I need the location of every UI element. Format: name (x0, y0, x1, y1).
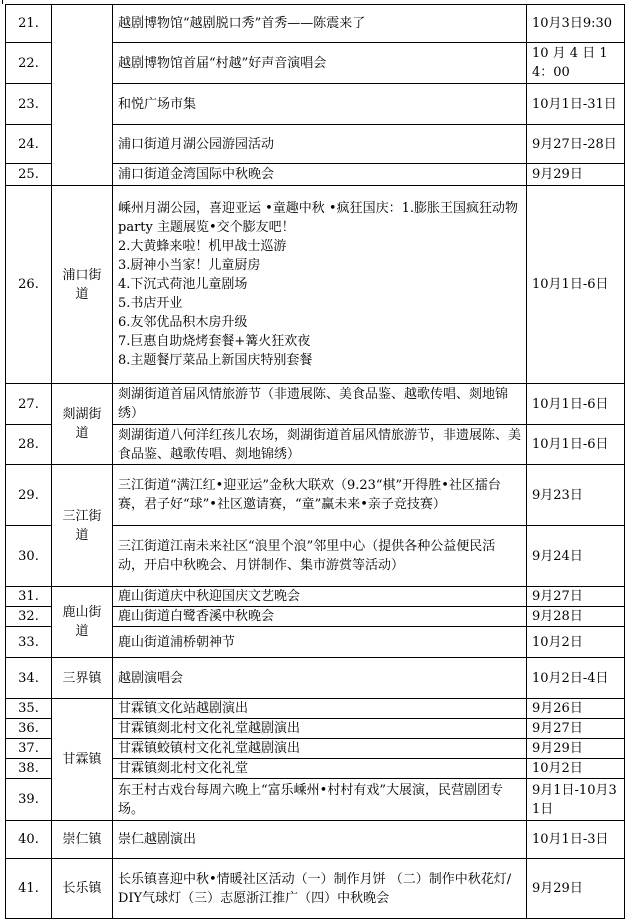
location-cell: 甘霖镇 (52, 699, 113, 821)
location-cell: 三江街道 (52, 465, 113, 587)
row-number: 27. (6, 384, 52, 425)
location-cell: 崇仁镇 (52, 821, 113, 859)
event-cell (113, 587, 527, 607)
event-text: 越剧演唱会 (118, 670, 184, 686)
date-cell: 9月24日 (527, 526, 625, 587)
event-cell (113, 84, 527, 125)
event-text: 3.厨神小当家！儿童厨房 (118, 258, 261, 273)
date-cell: 9月29日 (527, 164, 625, 186)
events-table (5, 4, 625, 919)
event-text: 东王村古戏台每周六晚上“富乐嵊州•村村有戏”大展演，民营剧团专场。 (118, 782, 503, 817)
event-text: 5.书店开业 (118, 296, 183, 311)
event-text: 越剧博物馆“越剧脱口秀”首秀——陈震来了 (118, 16, 366, 31)
date-cell: 9月29日 (527, 859, 625, 919)
location-cell (52, 5, 113, 186)
event-text: 甘霖镇文化站越剧演出 (118, 701, 249, 716)
row-number: 29. (6, 465, 52, 526)
event-text: 甘霖镇蛟镇村文化礼堂越剧演出 (118, 741, 301, 756)
date-cell: 10月1日-6日 (527, 384, 625, 425)
event-text: 鹿山街道白鹭香溪中秋晚会 (118, 609, 275, 624)
event-cell (113, 658, 527, 699)
event-text: 嵊州月湖公园，喜迎亚运 •童趣中秋 •疯狂国庆：1.膨胀王国疯狂动物party 主题展览•交个膨友吧！ (118, 201, 519, 235)
location-cell: 长乐镇 (52, 859, 113, 919)
event-text: 三江街道“满江红•迎亚运”金秋大联欢（9.23“棋”开得胜•社区擂台赛，君子好“球”•社区邀请赛，“童”赢未来•亲子竞技赛） (118, 478, 501, 512)
event-text: 长乐镇喜迎中秋•情暖社区活动（一）制作月饼 （二）制作中秋花灯/DIY气球灯（三）志愿浙江推广（四）中秋晚会 (118, 871, 512, 906)
date-cell: 10月2日 (527, 627, 625, 658)
event-text: 和悦广场市集 (118, 96, 197, 112)
date-cell: 10月1日-3日 (527, 821, 625, 859)
event-text: 鹿山街道浦桥朝神节 (118, 634, 236, 650)
event-text: 4.下沉式荷池儿童剧场 (118, 277, 248, 292)
event-cell (113, 125, 527, 164)
date-cell: 9月1日-10月31日 (527, 779, 625, 821)
event-text: 甘霖镇剡北村文化礼堂 (118, 761, 249, 776)
event-text: 剡湖街道首届风情旅游节（非遗展陈、美食品鉴、越歌传唱、剡地锦绣） (118, 387, 509, 421)
event-cell (113, 699, 527, 719)
row-number: 31. (6, 587, 52, 607)
row-number: 32. (6, 607, 52, 627)
row-number: 34. (6, 658, 52, 699)
table-row (6, 658, 625, 699)
event-text: 三江街道江南未来社区“浪里个浪”邻里中心（提供各种公益便民活动，开启中秋晚会、月饼制作、集市游赏等活动） (118, 539, 496, 573)
event-cell (113, 384, 527, 425)
location-cell: 浦口街道 (52, 186, 113, 384)
event-cell (113, 465, 527, 526)
event-text: 6.友邻优品积木房升级 (118, 315, 248, 330)
row-number: 24. (6, 125, 52, 164)
table-row (6, 186, 625, 384)
event-text: 浦口街道金湾国际中秋晚会 (118, 167, 275, 182)
event-cell (113, 779, 527, 821)
event-text: 剡湖街道八何洋红孩儿农场，剡湖街道首届风情旅游节，非遗展陈、美食品鉴、越歌传唱、剡地锦绣） (118, 427, 522, 462)
date-cell: 10月1日-31日 (527, 84, 625, 125)
table-row (6, 699, 625, 719)
event-text: 2.大黄蜂来啦！机甲战士巡游 (118, 239, 287, 254)
table-row (6, 384, 625, 425)
location-cell: 鹿山街道 (52, 587, 113, 658)
row-number: 33. (6, 627, 52, 658)
event-cell (113, 821, 527, 859)
row-number: 40. (6, 821, 52, 859)
date-cell: 10月1日-6日 (527, 425, 625, 465)
event-cell (113, 607, 527, 627)
event-text: 7.巨惠自助烧烤套餐+篝火狂欢夜 (118, 334, 311, 349)
row-number: 41. (6, 859, 52, 919)
event-text: 浦口街道月湖公园游园活动 (118, 136, 275, 152)
event-cell (113, 5, 527, 43)
events-table-body (6, 5, 625, 919)
date-cell: 9月27日 (527, 719, 625, 739)
row-number: 25. (6, 164, 52, 186)
date-cell: 9月29日 (527, 739, 625, 759)
row-number: 37. (6, 739, 52, 759)
table-row (6, 821, 625, 859)
event-cell (113, 859, 527, 919)
date-cell: 9月28日 (527, 607, 625, 627)
table-row (6, 587, 625, 607)
event-cell (113, 719, 527, 739)
event-text: 鹿山街道庆中秋迎国庆文艺晚会 (118, 589, 301, 604)
date-cell: 10月3日9:30 (527, 5, 625, 43)
date-cell: 9月27日 (527, 587, 625, 607)
table-row (6, 859, 625, 919)
location-cell: 三界镇 (52, 658, 113, 699)
event-cell (113, 739, 527, 759)
row-number: 22. (6, 43, 52, 84)
table-row (6, 5, 625, 43)
event-cell (113, 43, 527, 84)
date-cell: 9月27日-28日 (527, 125, 625, 164)
event-text: 甘霖镇剡北村文化礼堂越剧演出 (118, 721, 301, 736)
event-text: 崇仁越剧演出 (118, 832, 197, 847)
event-cell (113, 425, 527, 465)
event-cell (113, 759, 527, 779)
date-cell: 10月2日-4日 (527, 658, 625, 699)
date-cell: 9月23日 (527, 465, 625, 526)
date-cell: 10月1日-6日 (527, 186, 625, 384)
page-edge-mark (2, 0, 3, 4)
row-number: 35. (6, 699, 52, 719)
row-number: 21. (6, 5, 52, 43)
row-number: 26. (6, 186, 52, 384)
date-cell: 10月2日 (527, 759, 625, 779)
event-text: 8.主题餐厅菜品上新国庆特别套餐 (118, 353, 313, 368)
row-number: 36. (6, 719, 52, 739)
date-cell: 9月26日 (527, 699, 625, 719)
event-cell (113, 526, 527, 587)
event-cell (113, 627, 527, 658)
table-row (6, 465, 625, 526)
row-number: 38. (6, 759, 52, 779)
date-cell: 10 月 4 日 14：00 (527, 43, 625, 84)
event-text: 越剧博物馆首届“村越”好声音演唱会 (118, 55, 327, 71)
row-number: 28. (6, 425, 52, 465)
event-cell (113, 186, 527, 384)
location-cell: 剡湖街道 (52, 384, 113, 465)
row-number: 39. (6, 779, 52, 821)
row-number: 30. (6, 526, 52, 587)
row-number: 23. (6, 84, 52, 125)
event-cell (113, 164, 527, 186)
